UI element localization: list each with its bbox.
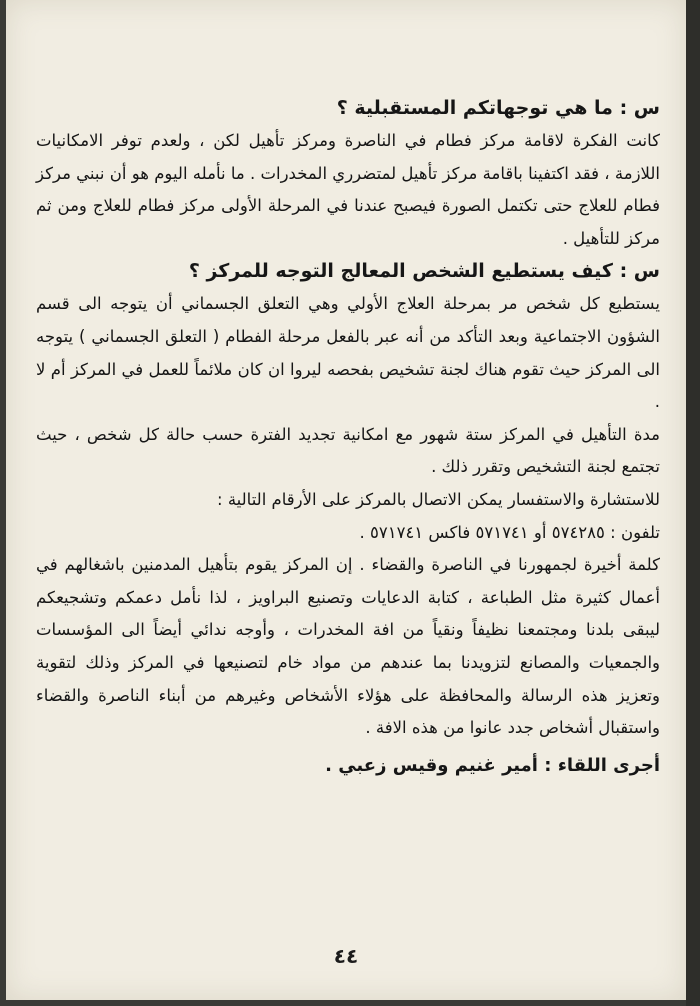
interview-credit: أجرى اللقاء : أمير غنيم وقيس زعبي .	[325, 754, 660, 776]
contact-numbers: تلفون : ٥٧٤٢٨٥ أو ٥٧١٧٤١ فاكس ٥٧١٧٤١ .	[359, 522, 660, 542]
question-future-plans: س : ما هي توجهاتكم المستقبلية ؟	[336, 97, 660, 119]
contact-intro: للاستشارة والاستفسار يمكن الاتصال بالمركز على الأرقام التالية :	[217, 489, 660, 509]
answer-future-plans: كانت الفكرة لاقامة مركز فطام في الناصرة ومركز تأهيل لكن ، ولعدم توفر الامكانيات اللازمة ، فقد اكتفينا باقامة مركز تأهيل لمتضرري المخدرات . ما نأمله اليوم هو أن نبني مركز فطام للعلاج حتى تكتمل الصورة فيصبح عندنا في المرحلة الأولى مركز فطام للعلاج ومن ثم مركز للتأهيل .	[36, 131, 660, 248]
answer-how-to-apply: يستطيع كل شخص مر بمرحلة العلاج الأولي وهي التعلق الجسماني أن يتوجه الى قسم الشؤون الاجتماعية وبعد التأكد من أنه عبر بالفعل مرحلة الفطام ( التعلق الجسماني ) يتوجه الى المركز حيث تقوم هناك لجنة تشخيص بفحصه ليروا ان كان ملائماً للعمل في المركز أم لا .	[36, 294, 660, 412]
book-page	[6, 0, 686, 1000]
rehab-duration-paragraph: مدة التأهيل في المركز ستة شهور مع امكانية تجديد الفترة حسب حالة كل شخص ، حيث تجتمع لجنة التشخيص وتقرر ذلك .	[36, 424, 660, 477]
page-number: ٤٤	[333, 944, 359, 968]
question-how-to-apply: س : كيف يستطيع الشخص المعالج التوجه للمركز ؟	[188, 260, 660, 283]
article-body	[36, 92, 660, 801]
page-edge	[686, 0, 700, 1006]
closing-word-paragraph: كلمة أخيرة لجمهورنا في الناصرة والقضاء . إن المركز يقوم بتأهيل المدمنين باشغالهم في أعمال كثيرة مثل الطباعة ، كتابة الدعايات وتصنيع البراويز ، لذا نأمل دعمكم وتشجيعكم ليبقى بلدنا ومجتمعنا نظيفاً ونقياً من افة المخدرات ، وأوجه ندائي أيضاً الى المؤسسات والجمعيات والمصانع لتزويدنا بما عندهم من مواد خام لتصنيعها في المركز وذلك لتقوية وتعزيز هذه الرسالة والمحافظة على هؤلاء الأشخاص وغيرهم من أبناء الناصرة والقضاء واستقبال أشخاص جدد عانوا من هذه الافة .	[36, 555, 660, 738]
